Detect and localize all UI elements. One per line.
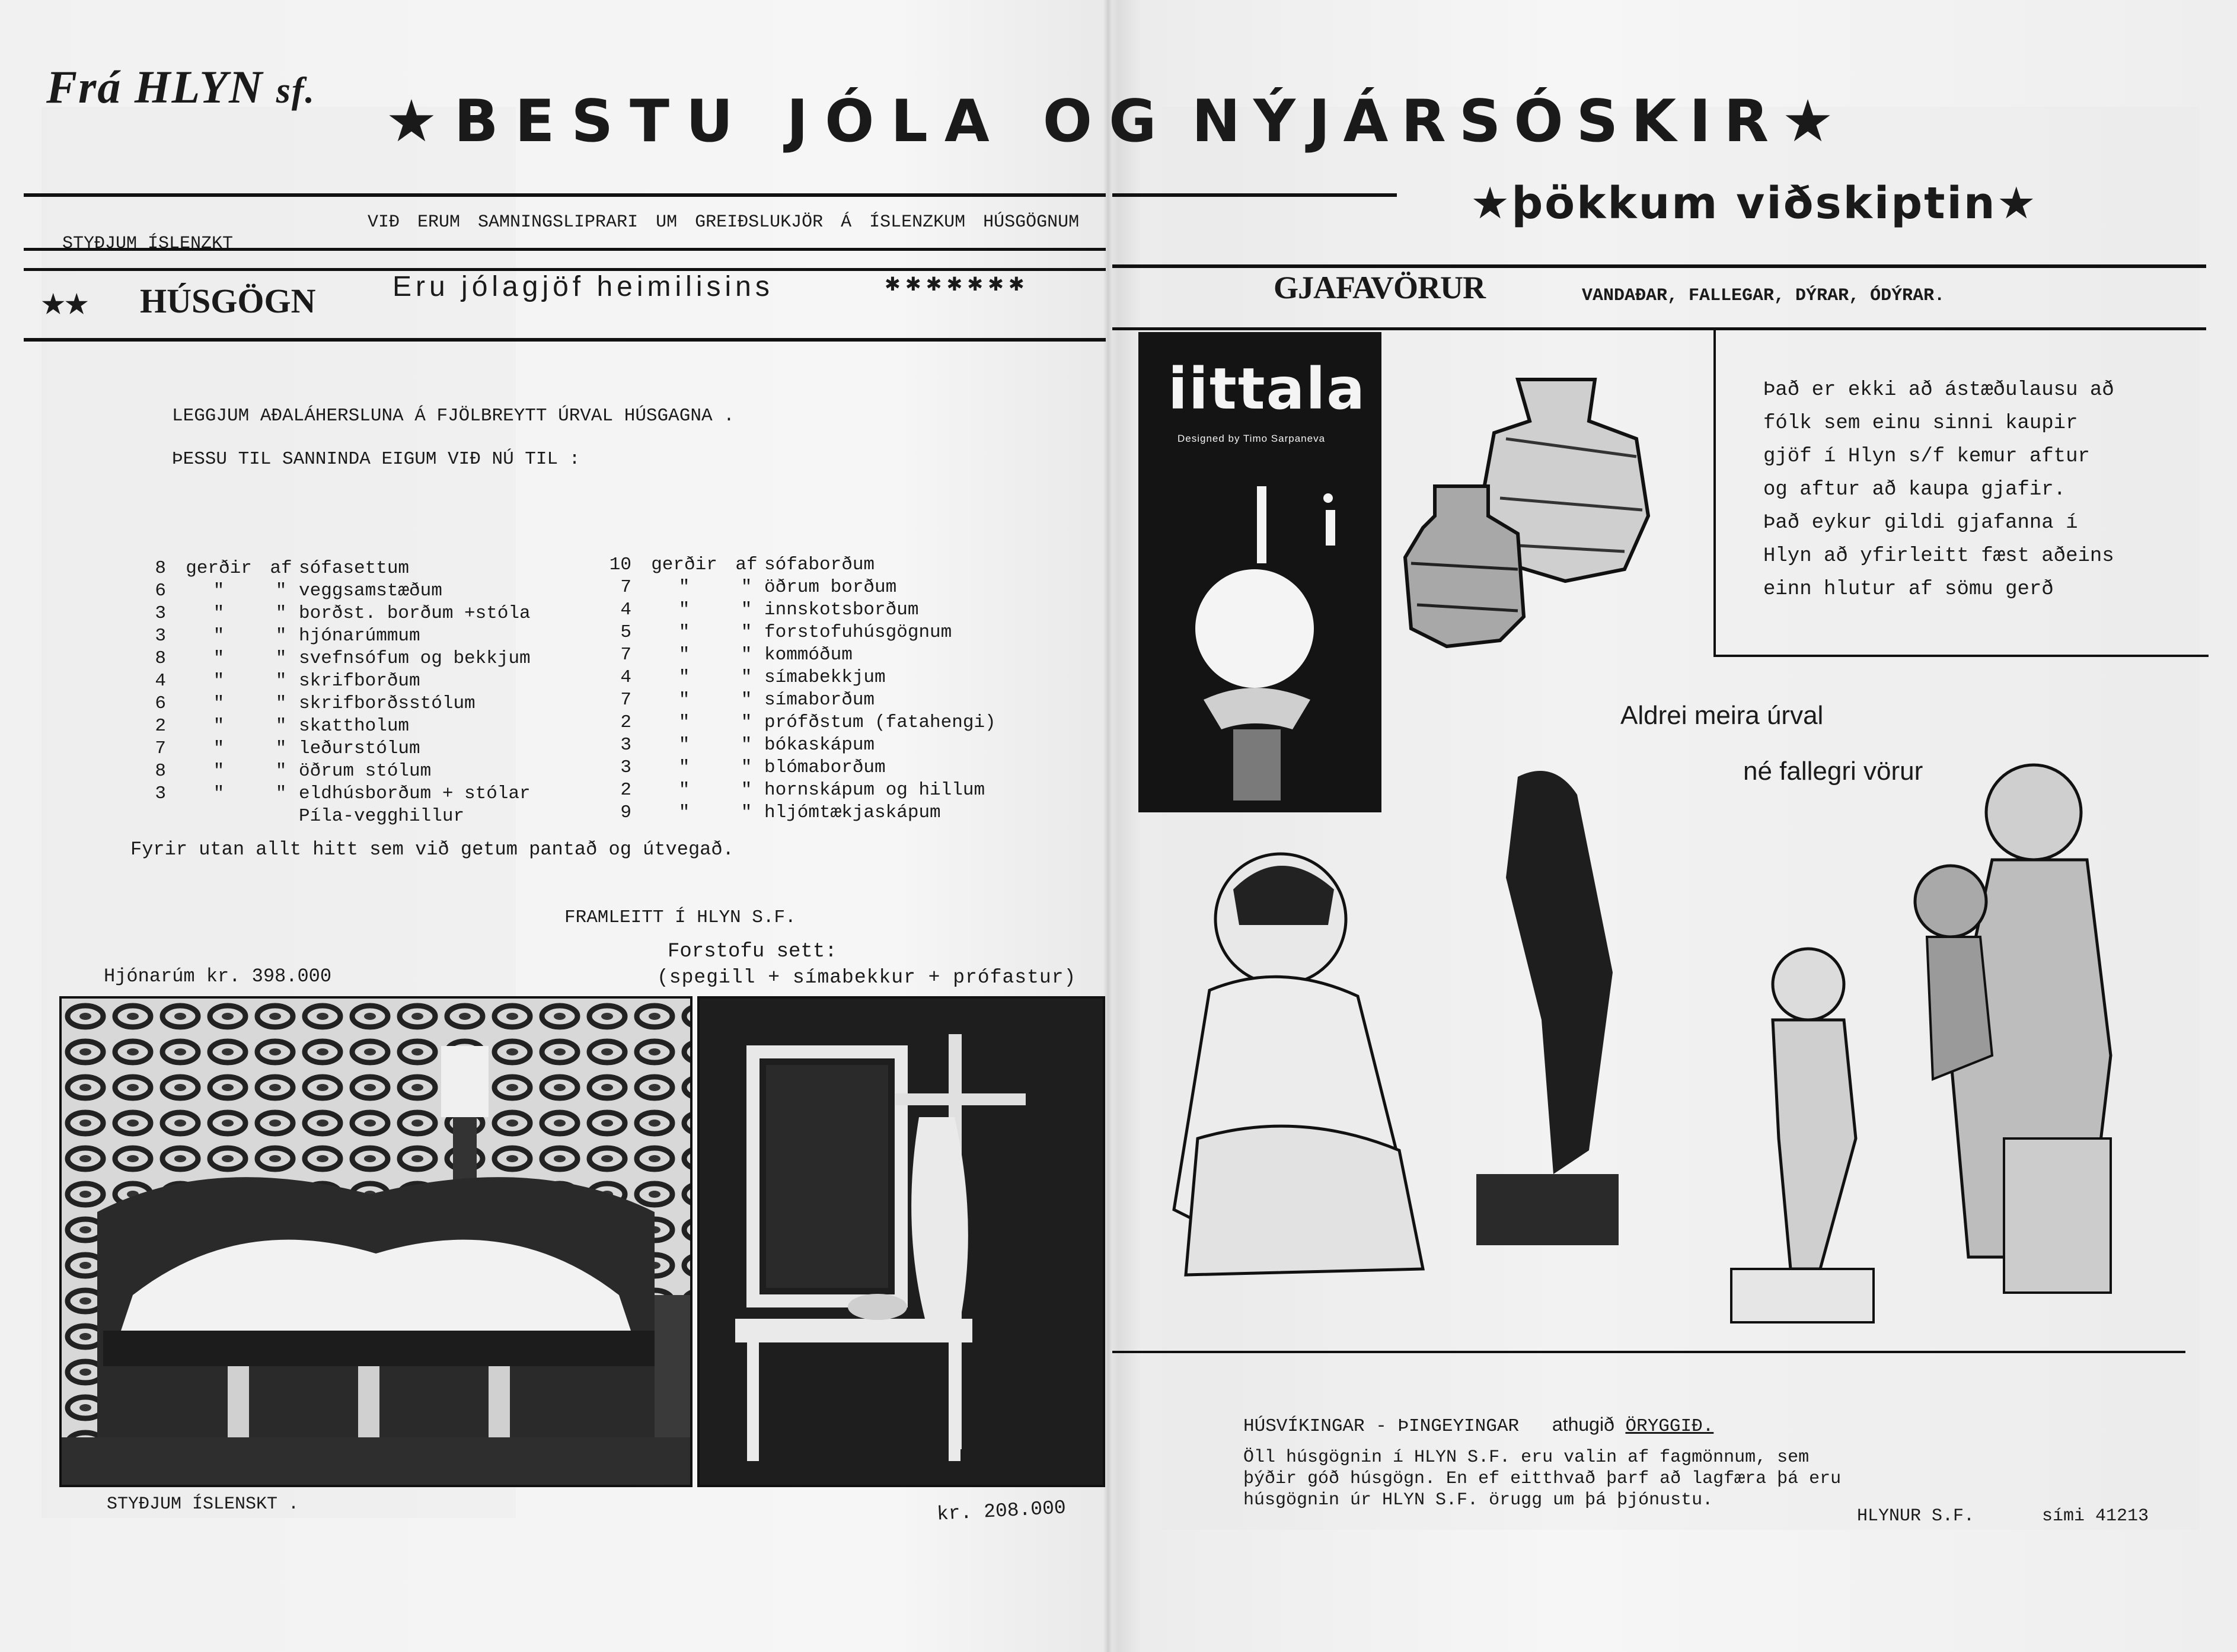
hallway-illustration bbox=[700, 999, 1103, 1485]
list-row bbox=[590, 554, 1073, 576]
list-row bbox=[125, 580, 607, 602]
list-of: " bbox=[275, 626, 287, 646]
list-count: 10 bbox=[609, 554, 631, 575]
list-count: 7 bbox=[620, 645, 631, 665]
slogan-line-2: né fallegri vörur bbox=[1743, 757, 1923, 786]
closing-line: Fyrir utan allt hitt sem við getum pantað og útvegað. bbox=[130, 838, 734, 860]
bed-photo bbox=[59, 996, 693, 1487]
list-item: hornskápum og hillum bbox=[764, 780, 985, 801]
hallway-photo bbox=[697, 996, 1105, 1487]
list-row bbox=[125, 760, 607, 783]
list-row bbox=[125, 648, 607, 670]
thanks-slogan: ★þökkum viðskiptin★ bbox=[1470, 178, 2038, 229]
list-item: borðst. borðum +stóla bbox=[299, 603, 531, 624]
rule-top-left-a bbox=[24, 193, 1106, 197]
list-item: skrifborðsstólum bbox=[299, 693, 476, 714]
list-row bbox=[590, 644, 1073, 666]
list-of bbox=[263, 805, 299, 828]
standing-child-sculpture bbox=[1731, 949, 1874, 1322]
list-count: 3 bbox=[620, 757, 631, 778]
list-kind: " bbox=[678, 577, 690, 598]
furniture-list-b bbox=[590, 554, 1073, 824]
list-kind: gerðir bbox=[651, 554, 717, 575]
list-item: veggsamstæðum bbox=[299, 581, 442, 601]
list-count: 9 bbox=[620, 802, 631, 823]
slogan-line-1: Aldrei meira úrval bbox=[1620, 701, 1824, 730]
list-of: " bbox=[741, 780, 752, 801]
list-item: skrifborðum bbox=[299, 671, 420, 691]
list-kind: " bbox=[213, 716, 225, 736]
list-of: " bbox=[741, 712, 752, 733]
rule-top-right-c bbox=[1112, 327, 2206, 330]
list-count: 7 bbox=[155, 738, 166, 759]
list-of: " bbox=[741, 802, 752, 823]
list-row bbox=[590, 599, 1073, 621]
greeting-left: ★BESTU JÓLA OG bbox=[385, 88, 1173, 155]
list-row bbox=[590, 757, 1073, 779]
list-count: 7 bbox=[620, 577, 631, 598]
list-count: 3 bbox=[155, 626, 166, 646]
list-count: 8 bbox=[155, 761, 166, 782]
list-row bbox=[125, 693, 607, 715]
list-kind: " bbox=[678, 802, 690, 823]
gift-heading: GJAFAVÖRUR bbox=[1274, 270, 1486, 305]
iittala-logo: iittala bbox=[1168, 356, 1367, 422]
hallway-set-items: (spegill + símabekkur + prófastur) bbox=[657, 967, 1077, 988]
company-name: HLYNUR S.F. bbox=[1857, 1506, 1975, 1526]
list-kind bbox=[174, 805, 263, 828]
list-of: " bbox=[741, 599, 752, 620]
list-kind: " bbox=[213, 626, 225, 646]
tagline-stars: ✱✱✱✱✱✱✱ bbox=[885, 273, 1029, 295]
list-row bbox=[590, 666, 1073, 689]
hallway-set-title: Forstofu sett: bbox=[668, 940, 837, 963]
list-count: 7 bbox=[620, 690, 631, 710]
list-count: 8 bbox=[155, 648, 166, 669]
rule-top-right-b bbox=[1112, 264, 2206, 268]
notice-body bbox=[1243, 1447, 1841, 1511]
list-of: " bbox=[275, 603, 287, 624]
list-of: " bbox=[275, 671, 287, 691]
sender-name bbox=[46, 60, 315, 114]
list-item: forstofuhúsgögnum bbox=[764, 622, 952, 643]
seated-boy-sculpture bbox=[1174, 854, 1423, 1275]
list-row bbox=[125, 738, 607, 760]
info-box-text bbox=[1763, 374, 2114, 606]
list-item: öðrum stólum bbox=[299, 761, 432, 782]
list-item: hljómtækjaskápum bbox=[764, 802, 941, 823]
list-of: " bbox=[741, 577, 752, 598]
bed-caption: Hjónarúm kr. 398.000 bbox=[104, 965, 332, 987]
produced-in: FRAMLEITT Í HLYN S.F. bbox=[564, 907, 796, 928]
list-row bbox=[125, 783, 607, 805]
notice-safety: ÖRYGGIÐ. bbox=[1625, 1416, 1714, 1437]
list-kind: " bbox=[213, 783, 225, 804]
list-kind: " bbox=[213, 671, 225, 691]
greeting-right: NÝJÁRSÓSKIR★ bbox=[1192, 88, 1847, 155]
list-item: blómaborðum bbox=[764, 757, 886, 778]
hallway-price: kr. 208.000 bbox=[936, 1497, 1067, 1526]
list-row bbox=[590, 712, 1073, 734]
info-line-1: Það er ekki að ástæðulausu að bbox=[1763, 379, 2114, 401]
list-item: innskotsborðum bbox=[764, 599, 919, 620]
list-of: " bbox=[275, 738, 287, 759]
glass-vases bbox=[1399, 368, 1708, 664]
list-item: eldhúsborðum + stólar bbox=[299, 783, 531, 804]
list-row bbox=[125, 670, 607, 693]
bar-support: STYÐJUM ÍSLENZKT bbox=[62, 234, 234, 254]
notice-line-3: húsgögnin úr HLYN S.F. örugg um þá þjónustu. bbox=[1243, 1490, 1713, 1510]
list-item: skattholum bbox=[299, 716, 410, 736]
company-phone: sími 41213 bbox=[2042, 1506, 2149, 1526]
list-count: 4 bbox=[620, 667, 631, 688]
list-kind: " bbox=[678, 757, 690, 778]
list-kind: " bbox=[213, 603, 225, 624]
list-kind: " bbox=[213, 581, 225, 601]
info-line-7: einn hlutur af sömu gerð bbox=[1763, 578, 2054, 601]
list-count: 2 bbox=[155, 716, 166, 736]
list-kind: " bbox=[213, 648, 225, 669]
list-count: 6 bbox=[155, 693, 166, 714]
husgogn-tagline: Eru jólagjöf heimilisins bbox=[392, 271, 774, 302]
furniture-list-a bbox=[125, 557, 607, 828]
list-kind: " bbox=[213, 761, 225, 782]
list-item: bókaskápum bbox=[764, 735, 875, 755]
list-row bbox=[590, 689, 1073, 712]
list-kind: " bbox=[213, 738, 225, 759]
rule-top-right-a bbox=[1112, 193, 1397, 197]
list-of: " bbox=[741, 690, 752, 710]
list-item: svefnsófum og bekkjum bbox=[299, 648, 531, 669]
intro-line-2: ÞESSU TIL SANNINDA EIGUM VIÐ NÚ TIL : bbox=[172, 449, 580, 470]
list-of: " bbox=[275, 716, 287, 736]
list-kind: " bbox=[678, 690, 690, 710]
list-kind: " bbox=[678, 712, 690, 733]
list-item: kommóðum bbox=[764, 645, 853, 665]
list-row bbox=[125, 805, 607, 828]
list-item: leðurstólum bbox=[299, 738, 420, 759]
list-of: " bbox=[275, 648, 287, 669]
rule-top-left-d bbox=[24, 338, 1106, 342]
list-of: af bbox=[735, 554, 758, 575]
info-line-6: Hlyn að yfirleitt fæst aðeins bbox=[1763, 545, 2114, 567]
bronze-couple-sculpture bbox=[1476, 771, 1619, 1245]
iittala-designer: Designed by Timo Sarpaneva bbox=[1177, 433, 1326, 444]
list-kind: " bbox=[678, 780, 690, 801]
list-count: 5 bbox=[620, 622, 631, 643]
list-item: símabekkjum bbox=[764, 667, 886, 688]
list-item: sófasettum bbox=[299, 558, 410, 579]
list-row bbox=[590, 734, 1073, 757]
list-of: " bbox=[741, 667, 752, 688]
husgogn-heading: HÚSGÖGN bbox=[140, 282, 316, 320]
list-row bbox=[125, 715, 607, 738]
list-item: sófaborðum bbox=[764, 554, 875, 575]
sender-suffix: sf. bbox=[276, 71, 316, 111]
info-line-2: fólk sem einu sinni kaupir bbox=[1763, 412, 2078, 435]
notice-line-2: þýðir góð húsgögn. En ef eitthvað þarf að lagfæra þá eru bbox=[1243, 1469, 1842, 1489]
list-item: prófðstum (fatahengi) bbox=[764, 712, 996, 733]
stars-left: ★★ bbox=[42, 290, 88, 319]
info-line-4: og aftur að kaupa gjafir. bbox=[1763, 479, 2066, 501]
sender-prefix: Frá HLYN bbox=[46, 61, 264, 113]
footer-support: STYÐJUM ÍSLENSKT . bbox=[107, 1494, 299, 1514]
list-count: 4 bbox=[620, 599, 631, 620]
info-line-3: gjöf í Hlyn s/f kemur aftur bbox=[1763, 445, 2090, 468]
list-count: 2 bbox=[620, 780, 631, 801]
list-item: hjónarúmmum bbox=[299, 626, 420, 646]
list-item: símaborðum bbox=[764, 690, 875, 710]
gift-tagline: VANDAÐAR, FALLEGAR, DÝRAR, ÓDÝRAR. bbox=[1582, 286, 1945, 306]
sculptures-illustration bbox=[1162, 723, 2158, 1334]
list-item: öðrum borðum bbox=[764, 577, 897, 598]
list-count: 3 bbox=[620, 735, 631, 755]
info-line-5: Það eykur gildi gjafanna í bbox=[1763, 512, 2078, 534]
list-of: " bbox=[275, 693, 287, 714]
list-kind: " bbox=[678, 599, 690, 620]
list-row bbox=[590, 621, 1073, 644]
list-kind: " bbox=[678, 622, 690, 643]
list-count: 8 bbox=[155, 558, 166, 579]
list-row bbox=[125, 602, 607, 625]
mother-child-sculpture bbox=[1915, 765, 2111, 1293]
list-count: 3 bbox=[155, 783, 166, 804]
rule-bottom-right bbox=[1112, 1351, 2185, 1353]
info-box-left-border bbox=[1713, 330, 1716, 655]
notice-heading: HÚSVÍKINGAR - ÞINGEYINGAR bbox=[1243, 1416, 1520, 1437]
list-kind: " bbox=[678, 735, 690, 755]
notice-heading-line bbox=[1243, 1414, 1713, 1437]
list-count bbox=[125, 805, 174, 828]
list-of: " bbox=[741, 645, 752, 665]
list-of: " bbox=[275, 761, 287, 782]
list-row bbox=[125, 557, 607, 580]
list-of: " bbox=[741, 622, 752, 643]
notice-line-1: Öll húsgögnin í HLYN S.F. eru valin af fagmönnum, sem bbox=[1243, 1447, 1810, 1468]
list-count: 6 bbox=[155, 581, 166, 601]
info-box-bottom-border bbox=[1713, 655, 2209, 657]
list-of: " bbox=[275, 783, 287, 804]
list-kind: " bbox=[678, 667, 690, 688]
list-kind: " bbox=[678, 645, 690, 665]
list-kind: gerðir bbox=[186, 558, 252, 579]
intro-line-1: LEGGJUM AÐALÁHERSLUNA Á FJÖLBREYTT ÚRVAL HÚSGAGNA . bbox=[172, 406, 735, 426]
bar-contract: VIÐ ERUM SAMNINGSLIPRARI UM GREIÐSLUKJÖR Á ÍSLENZKUM HÚSGÖGNUM bbox=[368, 212, 1080, 232]
list-row bbox=[125, 625, 607, 648]
bed-illustration bbox=[62, 999, 690, 1485]
list-count: 4 bbox=[155, 671, 166, 691]
list-item: Píla-vegghillur bbox=[299, 806, 465, 827]
list-row bbox=[590, 779, 1073, 802]
list-of: " bbox=[741, 735, 752, 755]
list-count: 3 bbox=[155, 603, 166, 624]
list-of: af bbox=[270, 558, 292, 579]
list-row bbox=[590, 576, 1073, 599]
list-of: " bbox=[275, 581, 287, 601]
notice-attention: athugið bbox=[1552, 1414, 1614, 1435]
list-count: 2 bbox=[620, 712, 631, 733]
list-of: " bbox=[741, 757, 752, 778]
list-row bbox=[590, 802, 1073, 824]
list-kind: " bbox=[213, 693, 225, 714]
